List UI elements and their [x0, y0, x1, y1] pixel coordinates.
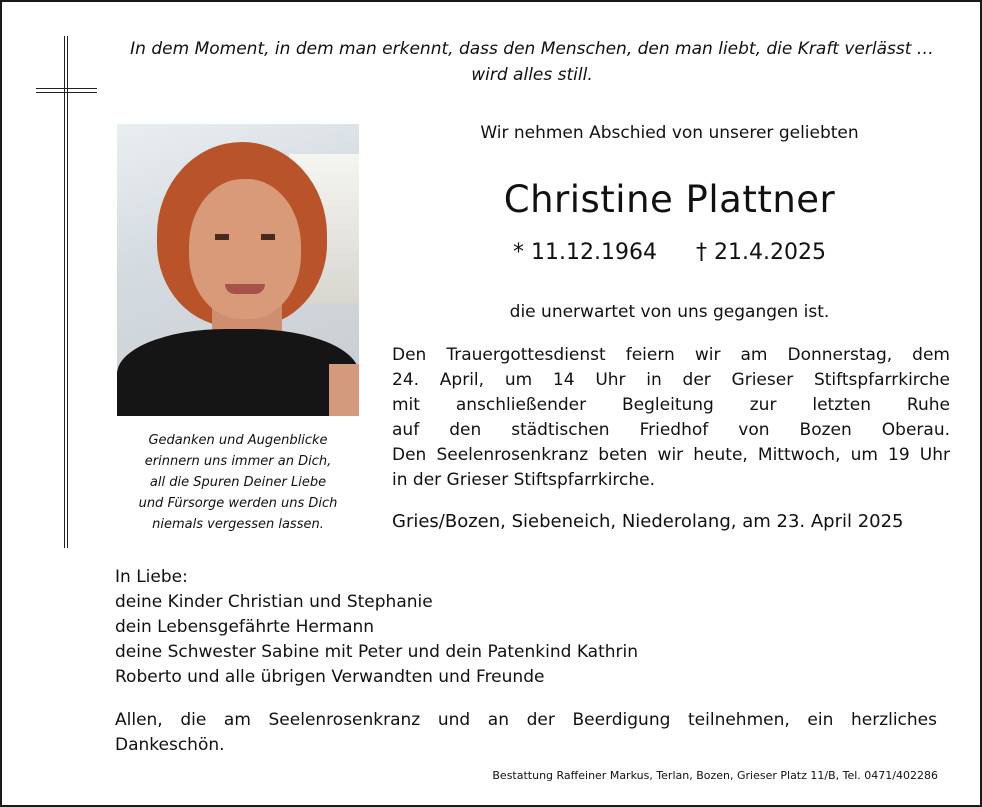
- poem-line: all die Spuren Deiner Liebe: [149, 475, 327, 490]
- thanks-line: Dankeschön.: [115, 735, 225, 755]
- mourner-line: Roberto und alle übrigen Verwandten und Freunde: [115, 667, 545, 687]
- motto-line: In dem Moment, in dem man erkennt, dass den Menschen, den man liebt, die Kraft verlässt …: [130, 39, 934, 59]
- service-line: mit anschließender Begleitung zur letzten Ruhe: [392, 395, 950, 415]
- service-line: auf den städtischen Friedhof von Bozen Oberau.: [392, 420, 950, 440]
- thanks-line: Allen, die am Seelenrosenkranz und an der Beerdigung teilnehmen, ein herzliches: [115, 710, 937, 730]
- cross-icon-bar: [36, 88, 97, 93]
- service-line: Den Trauergottesdienst feiern wir am Donnerstag, dem: [392, 345, 950, 365]
- life-dates: [392, 240, 947, 265]
- funeral-service-info: [392, 343, 950, 493]
- cross-icon: [64, 36, 68, 548]
- motto: [102, 36, 962, 88]
- service-line: 24. April, um 14 Uhr in der Grieser Stiftspfarrkirche: [392, 370, 950, 390]
- birth-date: * 11.12.1964: [513, 240, 657, 265]
- place-and-date: Gries/Bozen, Siebeneich, Niederolang, am 23. April 2025: [392, 511, 904, 532]
- funeral-home-footer: Bestattung Raffeiner Markus, Terlan, Bozen, Grieser Platz 11/B, Tel. 0471/402286: [492, 769, 938, 782]
- departed-text: die unerwartet von uns gegangen ist.: [509, 302, 830, 322]
- deceased-name: Christine Plattner: [503, 178, 836, 221]
- portrait-photo: [117, 124, 359, 416]
- memorial-poem: [117, 430, 359, 535]
- mourners-list: [115, 565, 815, 690]
- motto-line: wird alles still.: [471, 65, 593, 85]
- poem-line: Gedanken und Augenblicke: [148, 433, 328, 448]
- mourner-line: dein Lebensgefährte Hermann: [115, 617, 375, 637]
- farewell-intro: Wir nehmen Abschied von unserer geliebten: [480, 123, 859, 143]
- service-line: Den Seelenrosenkranz beten wir heute, Mittwoch, um 19 Uhr: [392, 445, 950, 465]
- poem-line: niemals vergessen lassen.: [152, 517, 324, 532]
- death-date: † 21.4.2025: [696, 240, 826, 265]
- poem-line: erinnern uns immer an Dich,: [144, 454, 332, 469]
- service-line: in der Grieser Stiftspfarrkirche.: [392, 470, 656, 490]
- mourners-heading: In Liebe:: [115, 567, 188, 587]
- mourner-line: deine Schwester Sabine mit Peter und dein Patenkind Kathrin: [115, 642, 639, 662]
- thanks-text: [115, 708, 937, 758]
- mourner-line: deine Kinder Christian und Stephanie: [115, 592, 433, 612]
- poem-line: und Fürsorge werden uns Dich: [138, 496, 338, 511]
